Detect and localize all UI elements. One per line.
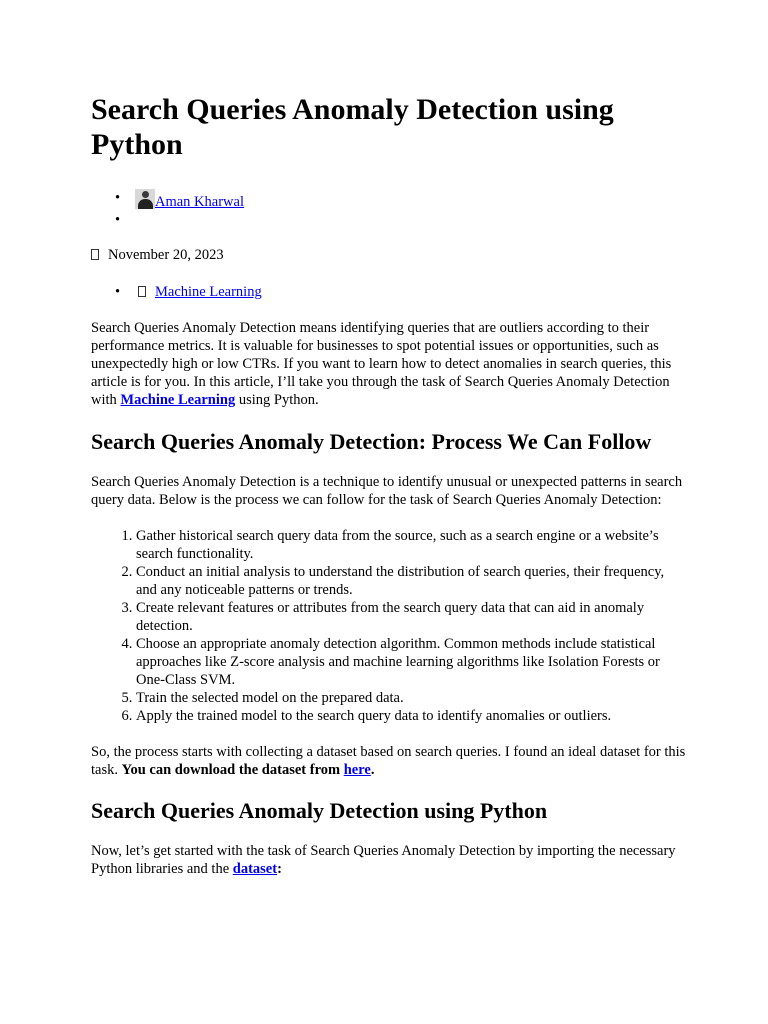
author-list: [91, 189, 687, 229]
section2-paragraph: [91, 842, 687, 878]
category-list: [91, 283, 687, 301]
intro-text: Search Queries Anomaly Detection means identifying queries that are outliers according to their performance metrics. It is valuable for businesses to spot potential issues or opportunities, such as unexpectedly high or low CTRs. If you want to learn how to detect anomalies in search queries, this article is for you. In this article, I’ll take you through the task of Search Queries Anomaly Detection with: [91, 320, 672, 408]
category-link[interactable]: Machine Learning: [155, 284, 262, 300]
process-step: 4. Choose an appropriate anomaly detection algorithm. Common methods include statistical approaches like Z-score analysis and machine learning algorithms like Isolation Forests or One-Class SVM.: [136, 635, 687, 689]
process-step: 2. Conduct an initial analysis to understand the distribution of search queries, their frequency, and any noticeable patterns or trends.: [136, 563, 687, 599]
dataset-period: .: [370, 762, 375, 778]
article: [91, 92, 687, 878]
dataset-text: So, the process starts with collecting a dataset based on search queries. I found an ideal dataset for this task.: [91, 744, 686, 778]
process-step: 3. Create relevant features or attributes from the search query data that can aid in anomaly detection.: [136, 599, 687, 635]
folder-icon: [138, 286, 146, 297]
section2-text: Now, let’s get started with the task of Search Queries Anomaly Detection by importing the necessary Python libraries and the: [91, 843, 676, 877]
process-steps-list: [91, 527, 687, 725]
dataset-link[interactable]: dataset: [232, 861, 278, 877]
process-step: 5. Train the selected model on the prepared data.: [136, 689, 687, 707]
calendar-icon: [91, 249, 99, 260]
article-title: Search Queries Anomaly Detection using Python: [91, 93, 614, 161]
intro-text-end: using Python.: [235, 392, 319, 408]
section1-paragraph: Search Queries Anomaly Detection is a technique to identify unusual or unexpected patterns in search query data. Below is the process we can follow for the task of Search Queries Anomaly Detection:: [91, 474, 683, 508]
dataset-bold-text: You can download the dataset from: [121, 762, 344, 778]
author-link[interactable]: Aman Kharwal: [155, 194, 244, 210]
date-line: [91, 246, 687, 264]
author-item: [91, 189, 687, 211]
author-avatar: [135, 189, 155, 209]
dataset-colon: :: [277, 861, 282, 877]
category-item: [91, 283, 687, 301]
process-step: 6. Apply the trained model to the search query data to identify anomalies or outliers.: [136, 707, 687, 725]
dataset-paragraph: [91, 743, 687, 779]
section1-heading: Search Queries Anomaly Detection: Process We Can Follow: [91, 429, 652, 454]
intro-paragraph: [91, 319, 687, 409]
empty-list-item: [91, 211, 687, 229]
section2-heading: Search Queries Anomaly Detection using Python: [91, 798, 548, 823]
process-step: 1. Gather historical search query data from the source, such as a search engine or a website’s search functionality.: [136, 527, 687, 563]
machine-learning-link[interactable]: Machine Learning: [120, 392, 236, 408]
post-date: November 20, 2023: [108, 247, 224, 263]
dataset-here-link[interactable]: here: [343, 762, 371, 778]
